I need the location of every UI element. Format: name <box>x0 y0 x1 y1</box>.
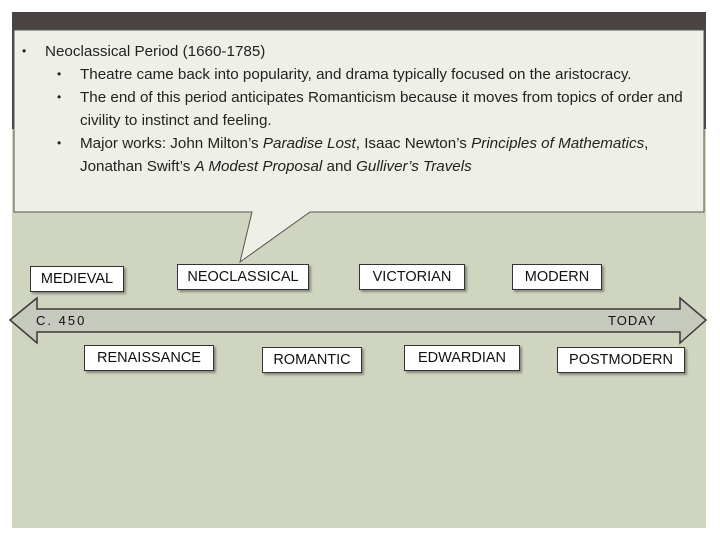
callout-major-works: • Major works: John Milton’s Paradise Lost, Isaac Newton’s Principles of Mathematics, Jonathan Swift’s A Modest Proposal and Gulliver’s Travels <box>20 132 704 178</box>
callout-heading: • Neoclassical Period (1660-1785) <box>20 40 704 63</box>
callout-point: • Theatre came back into popularity, and drama typically focused on the aristocracy. <box>20 63 704 86</box>
timeline-end-label: TODAY <box>608 313 657 328</box>
period-box-neoclassical[interactable]: NEOCLASSICAL <box>177 264 309 290</box>
period-box-medieval[interactable]: MEDIEVAL <box>30 266 124 292</box>
period-box-modern[interactable]: MODERN <box>512 264 602 290</box>
timeline-start-label: C. 450 <box>36 313 87 328</box>
period-box-victorian[interactable]: VICTORIAN <box>359 264 465 290</box>
period-box-renaissance[interactable]: RENAISSANCE <box>84 345 214 371</box>
period-box-postmodern[interactable]: POSTMODERN <box>557 347 685 373</box>
period-box-edwardian[interactable]: EDWARDIAN <box>404 345 520 371</box>
callout-text <box>20 40 704 178</box>
bullet-icon: • <box>57 67 62 81</box>
callout-point: • The end of this period anticipates Romanticism because it moves from topics of order and civility to instinct and feeling. <box>20 86 704 132</box>
bullet-icon: • <box>57 136 62 150</box>
period-box-romantic[interactable]: ROMANTIC <box>262 347 362 373</box>
bullet-icon: • <box>57 90 62 104</box>
bullet-icon: • <box>22 44 27 58</box>
